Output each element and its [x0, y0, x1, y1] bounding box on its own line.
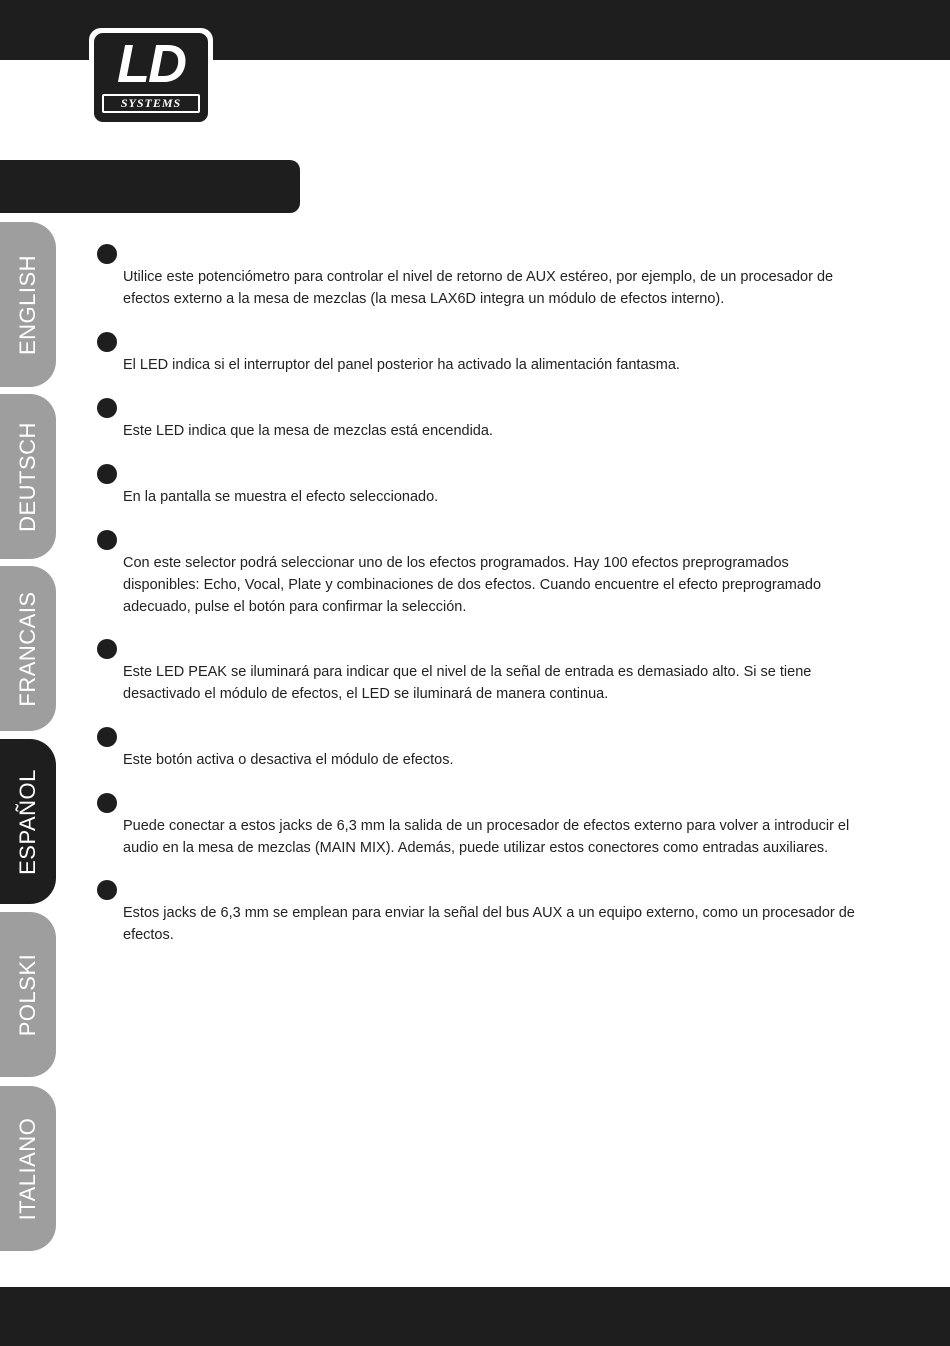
tab-deutsch[interactable]	[0, 394, 56, 559]
item-description: Puede conectar a estos jacks de 6,3 mm la salida de un procesador de efectos externo para volver a introducir el audio en la mesa de mezclas (MAIN MIX). Además, puede utilizar estos conectores como entradas auxiliares.	[123, 818, 850, 856]
item-description: Estos jacks de 6,3 mm se emplean para enviar la señal del bus AUX a un equipo externo, como un procesador de efectos.	[123, 905, 855, 943]
bullet-icon	[97, 880, 117, 900]
tab-english[interactable]	[0, 222, 56, 387]
bullet-icon	[97, 793, 117, 813]
logo-badge	[94, 33, 208, 122]
tab-label: ESPAÑOL	[15, 768, 40, 875]
tab-francais[interactable]	[0, 566, 56, 731]
item-description: Este LED indica que la mesa de mezclas está encendida.	[123, 423, 493, 439]
tab-label: ENGLISH	[15, 254, 40, 355]
section-header-bar	[0, 160, 300, 213]
tab-label: POLSKI	[15, 953, 40, 1036]
item-description: En la pantalla se muestra el efecto seleccionado.	[123, 489, 439, 505]
tab-polski[interactable]	[0, 912, 56, 1077]
item-description: Con este selector podrá seleccionar uno de los efectos programados. Hay 100 efectos preprogramados disponibles: Echo, Vocal, Plate y combinaciones de dos efectos. Cuando encuentre el efecto preprogramado adecuado, pulse el botón para confirmar la selección.	[123, 555, 822, 615]
tab-espanol[interactable]	[0, 739, 56, 904]
item-description: Este LED PEAK se iluminará para indicar que el nivel de la señal de entrada es demasiado alto. Si se tiene desactivado el módulo de efectos, el LED se iluminará de manera continua.	[123, 664, 812, 702]
tab-italiano[interactable]	[0, 1086, 56, 1251]
item-description: Este botón activa o desactiva el módulo de efectos.	[123, 752, 454, 768]
logo-mark: LD	[117, 34, 185, 94]
bullet-icon	[97, 727, 117, 747]
bullet-icon	[97, 639, 117, 659]
bullet-icon	[97, 464, 117, 484]
item-description: El LED indica si el interruptor del panel posterior ha activado la alimentación fantasma.	[123, 357, 680, 373]
tab-label: DEUTSCH	[15, 421, 40, 532]
bottom-bar	[0, 1287, 950, 1346]
bullet-icon	[97, 398, 117, 418]
ld-systems-logo	[89, 28, 213, 127]
tab-label: ITALIANO	[15, 1117, 40, 1220]
item-description: Utilice este potenciómetro para controlar el nivel de retorno de AUX estéreo, por ejemplo, de un procesador de efectos externo a la mesa de mezclas (la mesa LAX6D integra un módulo de efectos interno).	[123, 269, 834, 307]
logo-subtitle: SYSTEMS	[102, 94, 200, 113]
bullet-icon	[97, 530, 117, 550]
bullet-icon	[97, 244, 117, 264]
bullet-icon	[97, 332, 117, 352]
tab-label: FRANCAIS	[15, 590, 40, 707]
